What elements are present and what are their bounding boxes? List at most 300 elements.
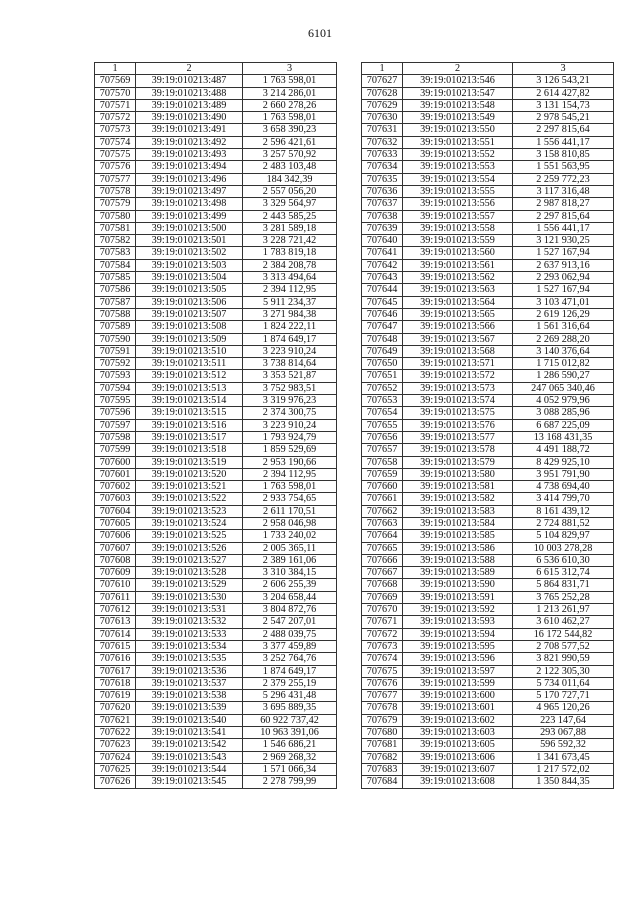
table-row — [362, 431, 614, 443]
cadastral-number-cell: 39:19:010213:585 — [403, 530, 513, 542]
value-cell: 3 319 976,23 — [243, 395, 337, 407]
value-cell: 6 687 225,09 — [513, 419, 614, 431]
cadastral-number-cell: 39:19:010213:559 — [403, 235, 513, 247]
cadastral-number-cell: 39:19:010213:556 — [403, 198, 513, 210]
cadastral-number-cell: 39:19:010213:606 — [403, 751, 513, 763]
cadastral-number-cell: 39:19:010213:490 — [136, 112, 243, 124]
row-number-cell: 707594 — [95, 382, 136, 394]
row-number-cell: 707592 — [95, 358, 136, 370]
row-number-cell: 707648 — [362, 333, 403, 345]
table-row — [95, 321, 337, 333]
table-row — [362, 407, 614, 419]
cadastral-number-cell: 39:19:010213:572 — [403, 370, 513, 382]
table-row — [95, 714, 337, 726]
row-number-cell: 707652 — [362, 382, 403, 394]
table-row — [362, 247, 614, 259]
value-cell: 5 864 831,71 — [513, 579, 614, 591]
value-cell: 2 483 103,48 — [243, 161, 337, 173]
cadastral-number-cell: 39:19:010213:526 — [136, 542, 243, 554]
cadastral-number-cell: 39:19:010213:583 — [403, 505, 513, 517]
value-cell: 3 765 252,28 — [513, 591, 614, 603]
value-cell: 2 953 190,66 — [243, 456, 337, 468]
cadastral-number-cell: 39:19:010213:600 — [403, 690, 513, 702]
table-row — [362, 567, 614, 579]
value-cell: 2 596 421,61 — [243, 136, 337, 148]
table-row — [95, 665, 337, 677]
table-row — [362, 75, 614, 87]
header-row — [362, 63, 614, 75]
row-number-cell: 707672 — [362, 628, 403, 640]
value-cell: 3 257 570,92 — [243, 149, 337, 161]
table-row — [95, 579, 337, 591]
cadastral-number-cell: 39:19:010213:592 — [403, 604, 513, 616]
cadastral-number-cell: 39:19:010213:488 — [136, 87, 243, 99]
cadastral-number-cell: 39:19:010213:578 — [403, 444, 513, 456]
row-number-cell: 707675 — [362, 665, 403, 677]
cadastral-number-cell: 39:19:010213:492 — [136, 136, 243, 148]
cadastral-number-cell: 39:19:010213:536 — [136, 665, 243, 677]
left-table — [94, 62, 337, 789]
column-header-3: 3 — [513, 63, 614, 75]
page-number: 6101 — [308, 26, 332, 40]
row-number-cell: 707615 — [95, 640, 136, 652]
value-cell: 2 379 255,19 — [243, 677, 337, 689]
table-row — [362, 677, 614, 689]
row-number-cell: 707570 — [95, 87, 136, 99]
cadastral-number-cell: 39:19:010213:529 — [136, 579, 243, 591]
table-row — [95, 284, 337, 296]
value-cell: 3 214 286,01 — [243, 87, 337, 99]
cadastral-number-cell: 39:19:010213:509 — [136, 333, 243, 345]
table-row — [362, 198, 614, 210]
table-row — [95, 591, 337, 603]
row-number-cell: 707582 — [95, 235, 136, 247]
table-row — [362, 296, 614, 308]
row-number-cell: 707608 — [95, 554, 136, 566]
cadastral-number-cell: 39:19:010213:554 — [403, 173, 513, 185]
row-number-cell: 707572 — [95, 112, 136, 124]
cadastral-number-cell: 39:19:010213:514 — [136, 395, 243, 407]
table-row — [95, 604, 337, 616]
value-cell: 5 170 727,71 — [513, 690, 614, 702]
table-row — [362, 542, 614, 554]
value-cell: 4 738 694,40 — [513, 481, 614, 493]
row-number-cell: 707677 — [362, 690, 403, 702]
row-number-cell: 707598 — [95, 431, 136, 443]
value-cell: 1 213 261,97 — [513, 604, 614, 616]
cadastral-number-cell: 39:19:010213:553 — [403, 161, 513, 173]
column-header-2: 2 — [403, 63, 513, 75]
cadastral-number-cell: 39:19:010213:510 — [136, 345, 243, 357]
row-number-cell: 707621 — [95, 714, 136, 726]
value-cell: 1 763 598,01 — [243, 75, 337, 87]
table-row — [362, 333, 614, 345]
value-cell: 2 978 545,21 — [513, 112, 614, 124]
table-row — [362, 124, 614, 136]
cadastral-number-cell: 39:19:010213:517 — [136, 431, 243, 443]
table-row — [362, 517, 614, 529]
value-cell: 2 488 039,75 — [243, 628, 337, 640]
row-number-cell: 707633 — [362, 149, 403, 161]
value-cell: 3 252 764,76 — [243, 653, 337, 665]
cadastral-number-cell: 39:19:010213:537 — [136, 677, 243, 689]
cadastral-number-cell: 39:19:010213:544 — [136, 763, 243, 775]
value-cell: 2 606 255,39 — [243, 579, 337, 591]
cadastral-number-cell: 39:19:010213:565 — [403, 308, 513, 320]
value-cell: 3 126 543,21 — [513, 75, 614, 87]
table-row — [95, 345, 337, 357]
cadastral-number-cell: 39:19:010213:576 — [403, 419, 513, 431]
cadastral-number-cell: 39:19:010213:502 — [136, 247, 243, 259]
row-number-cell: 707638 — [362, 210, 403, 222]
row-number-cell: 707634 — [362, 161, 403, 173]
table-row — [362, 640, 614, 652]
value-cell: 2 708 577,52 — [513, 640, 614, 652]
row-number-cell: 707684 — [362, 776, 403, 788]
row-number-cell: 707628 — [362, 87, 403, 99]
row-number-cell: 707581 — [95, 222, 136, 234]
row-number-cell: 707631 — [362, 124, 403, 136]
value-cell: 2 394 112,95 — [243, 468, 337, 480]
row-number-cell: 707649 — [362, 345, 403, 357]
cadastral-number-cell: 39:19:010213:498 — [136, 198, 243, 210]
table-row — [95, 751, 337, 763]
row-number-cell: 707575 — [95, 149, 136, 161]
value-cell: 223 147,64 — [513, 714, 614, 726]
cadastral-number-cell: 39:19:010213:557 — [403, 210, 513, 222]
row-number-cell: 707579 — [95, 198, 136, 210]
value-cell: 1 527 167,94 — [513, 284, 614, 296]
table-row — [362, 112, 614, 124]
row-number-cell: 707645 — [362, 296, 403, 308]
table-row — [95, 370, 337, 382]
table-row — [95, 358, 337, 370]
row-number-cell: 707605 — [95, 517, 136, 529]
table-row — [95, 198, 337, 210]
cadastral-number-cell: 39:19:010213:580 — [403, 468, 513, 480]
cadastral-number-cell: 39:19:010213:591 — [403, 591, 513, 603]
value-cell: 1 715 012,82 — [513, 358, 614, 370]
row-number-cell: 707612 — [95, 604, 136, 616]
row-number-cell: 707613 — [95, 616, 136, 628]
table-row — [95, 690, 337, 702]
row-number-cell: 707586 — [95, 284, 136, 296]
row-number-cell: 707614 — [95, 628, 136, 640]
cadastral-number-cell: 39:19:010213:515 — [136, 407, 243, 419]
row-number-cell: 707596 — [95, 407, 136, 419]
table-row — [95, 259, 337, 271]
cadastral-number-cell: 39:19:010213:499 — [136, 210, 243, 222]
table-row — [95, 185, 337, 197]
table-row — [95, 382, 337, 394]
cadastral-number-cell: 39:19:010213:608 — [403, 776, 513, 788]
value-cell: 2 547 207,01 — [243, 616, 337, 628]
table-row — [362, 136, 614, 148]
cadastral-number-cell: 39:19:010213:496 — [136, 173, 243, 185]
value-cell: 596 592,32 — [513, 739, 614, 751]
table-row — [95, 161, 337, 173]
table-row — [95, 235, 337, 247]
cadastral-number-cell: 39:19:010213:550 — [403, 124, 513, 136]
cadastral-number-cell: 39:19:010213:605 — [403, 739, 513, 751]
table-row — [95, 677, 337, 689]
table-row — [95, 222, 337, 234]
column-header-2: 2 — [136, 63, 243, 75]
value-cell: 2 724 881,52 — [513, 517, 614, 529]
table-row — [362, 530, 614, 542]
cadastral-number-cell: 39:19:010213:518 — [136, 444, 243, 456]
value-cell: 3 088 285,96 — [513, 407, 614, 419]
cadastral-number-cell: 39:19:010213:516 — [136, 419, 243, 431]
cadastral-number-cell: 39:19:010213:522 — [136, 493, 243, 505]
row-number-cell: 707659 — [362, 468, 403, 480]
column-header-1: 1 — [362, 63, 403, 75]
value-cell: 293 067,88 — [513, 727, 614, 739]
value-cell: 2 611 170,51 — [243, 505, 337, 517]
row-number-cell: 707651 — [362, 370, 403, 382]
table-row — [362, 739, 614, 751]
value-cell: 5 734 011,64 — [513, 677, 614, 689]
table-row — [95, 640, 337, 652]
cadastral-number-cell: 39:19:010213:504 — [136, 272, 243, 284]
row-number-cell: 707641 — [362, 247, 403, 259]
table-row — [362, 665, 614, 677]
cadastral-number-cell: 39:19:010213:512 — [136, 370, 243, 382]
cadastral-number-cell: 39:19:010213:571 — [403, 358, 513, 370]
row-number-cell: 707589 — [95, 321, 136, 333]
table-row — [362, 591, 614, 603]
table-row — [95, 530, 337, 542]
value-cell: 2 269 288,20 — [513, 333, 614, 345]
value-cell: 1 350 844,35 — [513, 776, 614, 788]
row-number-cell: 707669 — [362, 591, 403, 603]
row-number-cell: 707642 — [362, 259, 403, 271]
value-cell: 1 341 673,45 — [513, 751, 614, 763]
cadastral-number-cell: 39:19:010213:589 — [403, 567, 513, 579]
cadastral-number-cell: 39:19:010213:542 — [136, 739, 243, 751]
value-cell: 2 389 161,06 — [243, 554, 337, 566]
value-cell: 3 271 984,38 — [243, 308, 337, 320]
value-cell: 3 695 889,35 — [243, 702, 337, 714]
row-number-cell: 707664 — [362, 530, 403, 542]
row-number-cell: 707663 — [362, 517, 403, 529]
table-row — [362, 702, 614, 714]
table-row — [362, 284, 614, 296]
cadastral-number-cell: 39:19:010213:552 — [403, 149, 513, 161]
table-row — [362, 751, 614, 763]
cadastral-number-cell: 39:19:010213:511 — [136, 358, 243, 370]
table-row — [95, 628, 337, 640]
cadastral-number-cell: 39:19:010213:521 — [136, 481, 243, 493]
cadastral-number-cell: 39:19:010213:519 — [136, 456, 243, 468]
value-cell: 1 546 686,21 — [243, 739, 337, 751]
cadastral-number-cell: 39:19:010213:540 — [136, 714, 243, 726]
row-number-cell: 707618 — [95, 677, 136, 689]
cadastral-number-cell: 39:19:010213:543 — [136, 751, 243, 763]
table-row — [95, 272, 337, 284]
cadastral-number-cell: 39:19:010213:500 — [136, 222, 243, 234]
table-row — [362, 382, 614, 394]
table-row — [362, 456, 614, 468]
row-number-cell: 707617 — [95, 665, 136, 677]
row-number-cell: 707590 — [95, 333, 136, 345]
table-row — [362, 272, 614, 284]
row-number-cell: 707654 — [362, 407, 403, 419]
table-row — [95, 210, 337, 222]
table-row — [95, 431, 337, 443]
cadastral-number-cell: 39:19:010213:555 — [403, 185, 513, 197]
value-cell: 3 223 910,24 — [243, 419, 337, 431]
row-number-cell: 707674 — [362, 653, 403, 665]
row-number-cell: 707577 — [95, 173, 136, 185]
value-cell: 3 329 564,97 — [243, 198, 337, 210]
table-row — [95, 727, 337, 739]
value-cell: 3 121 930,25 — [513, 235, 614, 247]
row-number-cell: 707587 — [95, 296, 136, 308]
value-cell: 2 259 772,23 — [513, 173, 614, 185]
row-number-cell: 707666 — [362, 554, 403, 566]
table-row — [95, 136, 337, 148]
value-cell: 1 217 572,02 — [513, 763, 614, 775]
row-number-cell: 707620 — [95, 702, 136, 714]
value-cell: 1 561 316,64 — [513, 321, 614, 333]
value-cell: 3 228 721,42 — [243, 235, 337, 247]
value-cell: 1 556 441,17 — [513, 136, 614, 148]
value-cell: 10 963 391,06 — [243, 727, 337, 739]
row-number-cell: 707671 — [362, 616, 403, 628]
row-number-cell: 707623 — [95, 739, 136, 751]
table-row — [95, 296, 337, 308]
row-number-cell: 707682 — [362, 751, 403, 763]
cadastral-number-cell: 39:19:010213:577 — [403, 431, 513, 443]
row-number-cell: 707610 — [95, 579, 136, 591]
value-cell: 3 223 910,24 — [243, 345, 337, 357]
table-row — [362, 604, 614, 616]
cadastral-number-cell: 39:19:010213:607 — [403, 763, 513, 775]
row-number-cell: 707681 — [362, 739, 403, 751]
row-number-cell: 707616 — [95, 653, 136, 665]
value-cell: 2 384 208,78 — [243, 259, 337, 271]
cadastral-number-cell: 39:19:010213:574 — [403, 395, 513, 407]
row-number-cell: 707683 — [362, 763, 403, 775]
row-number-cell: 707673 — [362, 640, 403, 652]
cadastral-number-cell: 39:19:010213:601 — [403, 702, 513, 714]
column-header-3: 3 — [243, 63, 337, 75]
value-cell: 1 824 222,11 — [243, 321, 337, 333]
cadastral-number-cell: 39:19:010213:501 — [136, 235, 243, 247]
table-row — [362, 345, 614, 357]
cadastral-number-cell: 39:19:010213:487 — [136, 75, 243, 87]
value-cell: 2 660 278,26 — [243, 99, 337, 111]
value-cell: 1 874 649,17 — [243, 333, 337, 345]
row-number-cell: 707653 — [362, 395, 403, 407]
cadastral-number-cell: 39:19:010213:599 — [403, 677, 513, 689]
value-cell: 1 551 563,95 — [513, 161, 614, 173]
value-cell: 1 527 167,94 — [513, 247, 614, 259]
table-row — [95, 247, 337, 259]
row-number-cell: 707600 — [95, 456, 136, 468]
value-cell: 8 161 439,12 — [513, 505, 614, 517]
row-number-cell: 707602 — [95, 481, 136, 493]
cadastral-number-cell: 39:19:010213:594 — [403, 628, 513, 640]
row-number-cell: 707609 — [95, 567, 136, 579]
table-row — [95, 87, 337, 99]
row-number-cell: 707657 — [362, 444, 403, 456]
cadastral-number-cell: 39:19:010213:503 — [136, 259, 243, 271]
table-row — [362, 505, 614, 517]
table-row — [362, 776, 614, 788]
value-cell: 10 003 278,28 — [513, 542, 614, 554]
table-row — [95, 333, 337, 345]
value-cell: 2 619 126,29 — [513, 308, 614, 320]
value-cell: 2 637 913,16 — [513, 259, 614, 271]
row-number-cell: 707583 — [95, 247, 136, 259]
row-number-cell: 707603 — [95, 493, 136, 505]
value-cell: 2 297 815,64 — [513, 210, 614, 222]
value-cell: 3 738 814,64 — [243, 358, 337, 370]
cadastral-number-cell: 39:19:010213:527 — [136, 554, 243, 566]
row-number-cell: 707622 — [95, 727, 136, 739]
cadastral-number-cell: 39:19:010213:541 — [136, 727, 243, 739]
table-row — [95, 493, 337, 505]
table-row — [95, 456, 337, 468]
row-number-cell: 707667 — [362, 567, 403, 579]
value-cell: 2 958 046,98 — [243, 517, 337, 529]
row-number-cell: 707629 — [362, 99, 403, 111]
table-row — [362, 358, 614, 370]
value-cell: 3 353 521,87 — [243, 370, 337, 382]
cadastral-number-cell: 39:19:010213:524 — [136, 517, 243, 529]
value-cell: 1 874 649,17 — [243, 665, 337, 677]
cadastral-number-cell: 39:19:010213:508 — [136, 321, 243, 333]
table-row — [362, 321, 614, 333]
value-cell: 3 377 459,89 — [243, 640, 337, 652]
value-cell: 247 065 340,46 — [513, 382, 614, 394]
cadastral-number-cell: 39:19:010213:564 — [403, 296, 513, 308]
cadastral-number-cell: 39:19:010213:534 — [136, 640, 243, 652]
row-number-cell: 707624 — [95, 751, 136, 763]
value-cell: 3 752 983,51 — [243, 382, 337, 394]
value-cell: 60 922 737,42 — [243, 714, 337, 726]
cadastral-number-cell: 39:19:010213:505 — [136, 284, 243, 296]
table-row — [95, 99, 337, 111]
table-row — [362, 763, 614, 775]
row-number-cell: 707601 — [95, 468, 136, 480]
row-number-cell: 707588 — [95, 308, 136, 320]
value-cell: 1 859 529,69 — [243, 444, 337, 456]
row-number-cell: 707580 — [95, 210, 136, 222]
row-number-cell: 707678 — [362, 702, 403, 714]
cadastral-number-cell: 39:19:010213:545 — [136, 776, 243, 788]
table-row — [362, 161, 614, 173]
value-cell: 2 987 818,27 — [513, 198, 614, 210]
cadastral-number-cell: 39:19:010213:558 — [403, 222, 513, 234]
value-cell: 2 297 815,64 — [513, 124, 614, 136]
table-row — [95, 567, 337, 579]
row-number-cell: 707595 — [95, 395, 136, 407]
cadastral-number-cell: 39:19:010213:525 — [136, 530, 243, 542]
value-cell: 3 131 154,73 — [513, 99, 614, 111]
value-cell: 3 313 494,64 — [243, 272, 337, 284]
value-cell: 2 557 056,20 — [243, 185, 337, 197]
row-number-cell: 707593 — [95, 370, 136, 382]
cadastral-number-cell: 39:19:010213:595 — [403, 640, 513, 652]
table-row — [362, 419, 614, 431]
row-number-cell: 707607 — [95, 542, 136, 554]
value-cell: 1 286 590,27 — [513, 370, 614, 382]
right-table — [361, 62, 614, 789]
value-cell: 4 965 120,26 — [513, 702, 614, 714]
